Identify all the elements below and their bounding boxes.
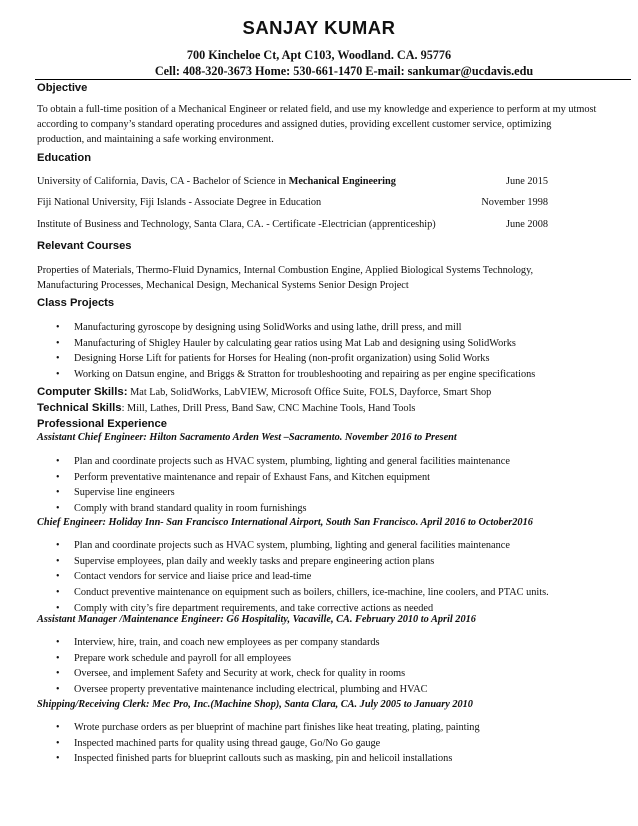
contact-line: Cell: 408-320-3673 Home: 530-661-1470 E-mail: sankumar@ucdavis.edu: [154, 64, 534, 78]
list-item: • Prepare work schedule and payroll for all employees: [56, 651, 428, 667]
courses-text: Properties of Materials, Thermo-Fluid Dynamics, Internal Combustion Engine, Applied Biological Systems Technology, Manufacturing Processes, Mechanical Design, Mechanical Systems Senior Design Project: [37, 265, 534, 291]
education-major: Mechanical Engineering: [288, 176, 396, 187]
list-item: • Contact vendors for service and liaise price and lead-time: [56, 569, 549, 585]
technical-skills-label: Technical Skills: [37, 402, 122, 414]
list-item: • Manufacturing gyroscope by designing using SolidWorks and using lathe, drill press, and mill: [56, 320, 535, 336]
technical-skills-text: : Mill, Lathes, Drill Press, Band Saw, CNC Machine Tools, Hand Tools: [121, 403, 416, 414]
computer-skills: [37, 386, 491, 398]
list-item: • Plan and coordinate projects such as HVAC system, plumbing, lighting and general facilities maintenance: [56, 454, 510, 470]
education-heading: Education: [37, 152, 92, 164]
job-duties-list: [56, 635, 428, 698]
list-item: • Wrote purchase orders as per blueprint of machine part finishes like heat treating, plating, painting: [56, 720, 480, 736]
list-item: • Oversee, and implement Safety and Security at work, check for quality in rooms: [56, 666, 428, 682]
list-item: • Designing Horse Lift for patients for Horses for Healing (non-profit organization) using Solid Works: [56, 351, 535, 367]
job-duties-list: [56, 720, 480, 767]
technical-skills: [37, 402, 415, 414]
computer-skills-text: Mat Lab, SolidWorks, LabVIEW, Microsoft Office Suite, FOLS, Dayforce, Smart Shop: [127, 387, 492, 398]
job-heading: Shipping/Receiving Clerk: Mec Pro, Inc.(Machine Shop), Santa Clara, CA. July 2005 to January 2010: [37, 699, 473, 710]
education-institution: Institute of Business and Technology, Santa Clara, CA. - Certificate -Electrician (apprenticeship): [37, 219, 436, 230]
list-item: • Comply with brand standard quality in room furnishings: [56, 501, 510, 517]
list-item: • Perform preventative maintenance and repair of Exhaust Fans, and Kitchen equipment: [56, 470, 510, 486]
education-date: June 2008: [505, 219, 548, 230]
list-item: • Interview, hire, train, and coach new employees as per company standards: [56, 635, 428, 651]
job-heading: Chief Engineer: Holiday Inn- San Francisco International Airport, South San Francisco. April 2016 to October2016: [37, 517, 533, 528]
education-item: [37, 219, 548, 230]
education-date: June 2015: [505, 176, 548, 187]
header-divider: [35, 79, 631, 80]
objective-heading: Objective: [37, 82, 88, 94]
list-item: • Working on Datsun engine, and Briggs & Stratton for troubleshooting and repairing as per engine specifications: [56, 367, 535, 383]
objective-text: To obtain a full-time position of a Mechanical Engineer or related field, and use my knowledge and experience to perform at my utmost according to company’s standard operating procedures and assigned duties, providing excellent customer service, optimizing production, and maintaining a safe working environment.: [37, 104, 597, 145]
candidate-name: SANJAY KUMAR: [242, 17, 396, 38]
projects-list: [56, 320, 535, 383]
job-duties-list: [56, 454, 510, 517]
education-item: [37, 176, 548, 187]
courses-heading: Relevant Courses: [37, 240, 132, 252]
list-item: • Oversee property preventative maintenance including electrical, plumbing and HVAC: [56, 682, 428, 698]
list-item: • Conduct preventive maintenance on equipment such as boilers, chillers, ice-machine, line coolers, and PTAC units.: [56, 585, 549, 601]
education-item: [37, 197, 548, 208]
list-item: • Comply with city’s fire department requirements, and take corrective actions as needed: [56, 601, 549, 617]
education-institution: Fiji National University, Fiji Islands - Associate Degree in Education: [37, 197, 322, 208]
computer-skills-label: Computer Skills:: [37, 386, 128, 398]
address-line: 700 Kincheloe Ct, Apt C103, Woodland. CA. 95776: [186, 48, 452, 62]
list-item: • Inspected machined parts for quality using thread gauge, Go/No Go gauge: [56, 736, 480, 752]
list-item: • Manufacturing of Shigley Hauler by calculating gear ratios using Mat Lab and designing using SolidWorks: [56, 336, 535, 352]
list-item: • Supervise line engineers: [56, 485, 510, 501]
education-date: November 1998: [481, 197, 548, 208]
education-institution: University of California, Davis, CA - Bachelor of Science in: [37, 176, 289, 187]
list-item: • Supervise employees, plan daily and weekly tasks and prepare engineering action plans: [56, 554, 549, 570]
experience-heading: Professional Experience: [37, 418, 167, 430]
list-item: • Plan and coordinate projects such as HVAC system, plumbing, lighting and general facilities maintenance: [56, 538, 549, 554]
list-item: • Inspected finished parts for blueprint callouts such as masking, pin and helicoil installations: [56, 751, 480, 767]
job-heading: Assistant Manager /Maintenance Engineer: G6 Hospitality, Vacaville, CA. February 2010 to April 2016: [37, 614, 476, 625]
job-heading: Assistant Chief Engineer: Hilton Sacramento Arden West –Sacramento. November 2016 to Present: [37, 432, 457, 443]
job-duties-list: [56, 538, 549, 616]
projects-heading: Class Projects: [37, 297, 115, 309]
